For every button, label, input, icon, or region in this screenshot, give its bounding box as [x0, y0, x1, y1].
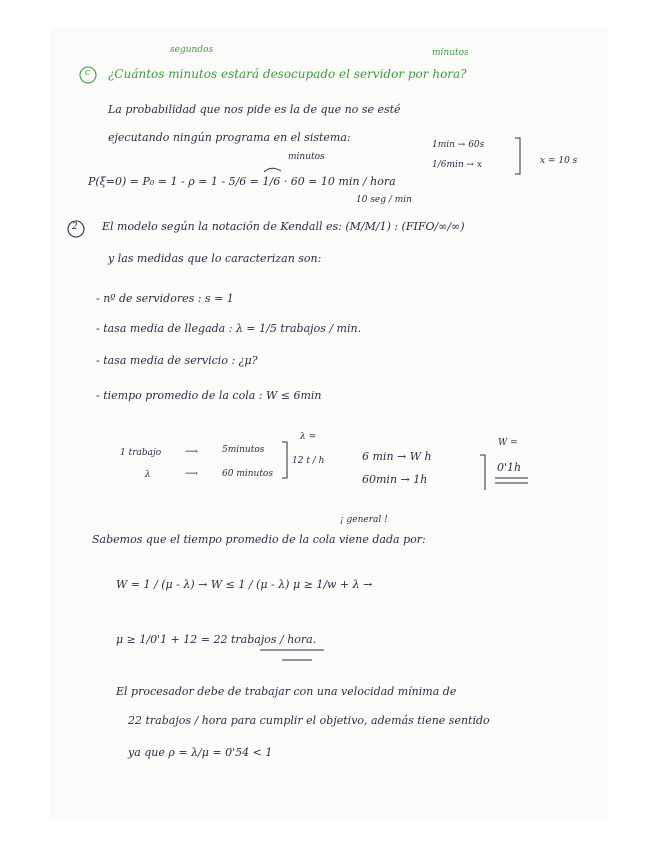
measure-service-rate: - tasa media de servicio : ¿μ?	[96, 354, 258, 367]
measure-arrival-rate: - tasa media de llegada : λ = 1/5 trabajos / min.	[96, 322, 362, 335]
measure-servers: - nº de servidores : s = 1	[96, 292, 234, 305]
w-value: 0'1h	[497, 461, 522, 474]
item-2-marker: 2	[72, 222, 78, 232]
w-label: W =	[498, 438, 518, 448]
rule-row2-arrow: ⟶	[185, 469, 198, 479]
equation-mu: μ ≥ 1/0'1 + 12 = 22 trabajos / hora.	[116, 633, 317, 646]
rule-row1-arrow: ⟶	[185, 447, 198, 457]
note-minutos: minutos	[288, 152, 325, 162]
measures-intro: y las medidas que lo caracterizan son:	[108, 252, 322, 265]
conclusion-line1: El procesador debe de trabajar con una velocidad mínima de	[116, 685, 457, 698]
rule-row2-right: 60 minutos	[222, 469, 273, 479]
note-seconds: segundos	[170, 45, 214, 55]
lambda-value: 12 t / h	[292, 456, 325, 466]
rule-row1-right: 5minutos	[222, 445, 265, 455]
w-conversion-1: 6 min → W h	[362, 450, 432, 463]
conclusion-line3: ya que ρ = λ/μ = 0'54 < 1	[128, 746, 273, 759]
kendall-line: El modelo según la notación de Kendall es: (M/M/1) : (FIFO/∞/∞)	[102, 220, 465, 233]
measure-queue-time: - tiempo promedio de la cola : W ≤ 6min	[96, 389, 322, 402]
note-general: ¡ general !	[340, 515, 388, 525]
question-title: ¿Cuántos minutos estará desocupado el servidor por hora?	[108, 67, 467, 81]
probability-formula: P(ξ=0) = P₀ = 1 - ρ = 1 - 5/6 = 1/6 · 60 = 10 min / hora	[88, 175, 396, 188]
w-conversion-2: 60min → 1h	[362, 473, 428, 486]
part-c-line1: La probabilidad que nos pide es la de que no se esté	[108, 103, 401, 116]
part-c-line2: ejecutando ningún programa en el sistema:	[108, 131, 351, 144]
seconds-per-min: 10 seg / min	[356, 195, 412, 205]
item-c-marker: c	[85, 68, 91, 78]
equation-w: W = 1 / (μ - λ) → W ≤ 1 / (μ - λ) μ ≥ 1/w + λ →	[116, 578, 373, 591]
sabemos-line: Sabemos que el tiempo promedio de la cola viene dada por:	[92, 533, 426, 546]
rule-row1-left: 1 trabajo	[120, 448, 162, 458]
note-minutes: minutos	[432, 48, 469, 58]
rule-row2-left: λ	[145, 470, 151, 480]
conversion-line2: 1/6min → x	[432, 160, 483, 170]
lambda-label: λ =	[300, 432, 317, 442]
conversion-line1: 1min → 60s	[432, 140, 485, 150]
conversion-result: x = 10 s	[540, 156, 578, 166]
notebook-page	[52, 28, 607, 818]
conclusion-line2: 22 trabajos / hora para cumplir el objetivo, además tiene sentido	[128, 714, 490, 727]
